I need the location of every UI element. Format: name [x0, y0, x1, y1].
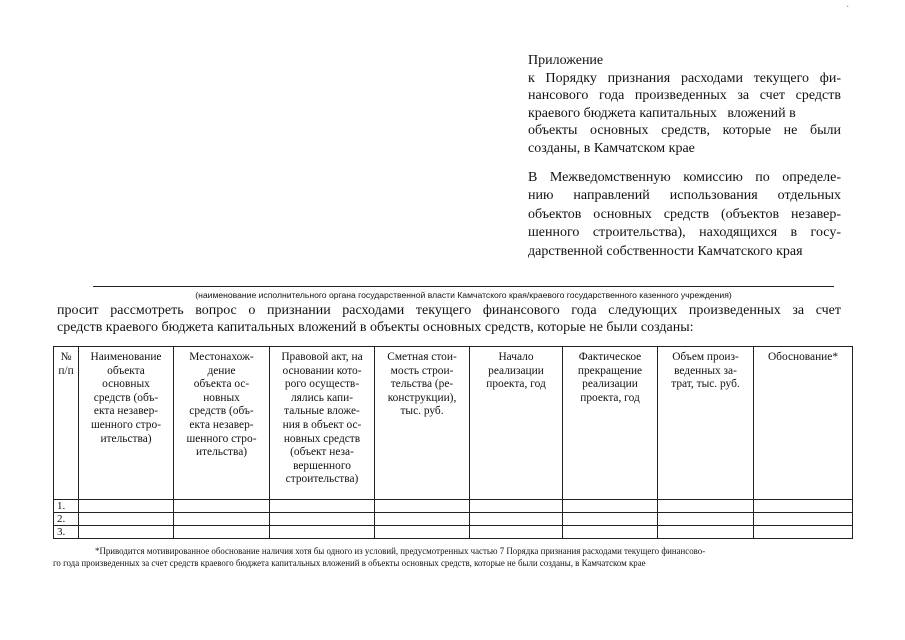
table-cell: [375, 500, 470, 513]
table-cell: [754, 513, 853, 526]
appendix-line: нансового года произведенных за счет средств: [528, 88, 841, 104]
header-cell-estimated-cost: Сметная стои- мость строи- тельства (ре- конструкции), тыс. руб.: [375, 347, 470, 500]
header-cell-legal-act: Правовой акт, на основании кото- рого осуществ- лялись капи- тальные вложе- ния в объект ос- новных средств (объект неза- вершенного строительства): [270, 347, 375, 500]
table-cell: [174, 500, 270, 513]
table-cell: [174, 526, 270, 539]
addressee-line: шенного строительства), находящихся в госу-: [528, 225, 841, 241]
table-cell: [754, 526, 853, 539]
table-cell: [563, 513, 658, 526]
addressee-line: объектов основных средств (объектов незавер-: [528, 206, 841, 222]
header-cell-costs-volume: Объем произ- веденных за- трат, тыс. руб.: [658, 347, 754, 500]
row-number-cell: 3.: [54, 526, 79, 539]
table-cell: [270, 500, 375, 513]
appendix-block: [528, 52, 841, 158]
page-mark: ·: [846, 2, 850, 13]
table-cell: [658, 500, 754, 513]
header-cell-stop-year: Фактическое прекращение реализации проекта, год: [563, 347, 658, 500]
table-row: [54, 526, 853, 539]
request-line: средств краевого бюджета капитальных вложений в объекты основных средств, которые не были созданы:: [57, 320, 694, 335]
table-cell: [470, 500, 563, 513]
table-cell: [270, 513, 375, 526]
signature-caption: (наименование исполнительного органа государственной власти Камчатского края/краевого государственного казенного учреждения): [195, 290, 732, 300]
footnote-line: го года произведенных за счет средств краевого бюджета капитальных вложений в объекты основных средств, которые не были созданы, в Камчатском крае: [53, 558, 646, 568]
addressee-block: [528, 169, 841, 261]
header-cell-number: № п/п: [54, 347, 79, 500]
table-cell: [658, 513, 754, 526]
table-cell: [270, 526, 375, 539]
table-cell: [375, 513, 470, 526]
table-cell: [470, 526, 563, 539]
table-row: [54, 500, 853, 513]
request-line: просит рассмотреть вопрос о признании расходами текущего финансового года следующих произведенных за счет: [57, 303, 841, 318]
table-cell: [174, 513, 270, 526]
footnote-line: *Приводится мотивированное обоснование наличия хотя бы одного из условий, предусмотренных частью 7 Порядка признания расходами текущего финансово-: [95, 546, 706, 556]
table-cell: [563, 500, 658, 513]
header-cell-start-year: Начало реализации проекта, год: [470, 347, 563, 500]
table-cell: [658, 526, 754, 539]
appendix-line: к Порядку признания расходами текущего фи-: [528, 70, 841, 86]
appendix-line: краевого бюджета капитальных вложений в: [528, 105, 796, 121]
header-cell-location: Местонахож- дение объекта ос- новных средств (объ- екта незавер- шенного стро- ительства): [174, 347, 270, 500]
header-cell-justification: Обоснование*: [754, 347, 853, 500]
table-cell: [79, 513, 174, 526]
addressee-line: В Межведомственную комиссию по определе-: [528, 170, 841, 185]
row-number-cell: 2.: [54, 513, 79, 526]
table-row: [54, 513, 853, 526]
footnote: [53, 545, 852, 569]
request-text: [57, 302, 841, 336]
appendix-line: объекты основных средств, которые не были: [528, 123, 841, 139]
table-cell: [563, 526, 658, 539]
table-cell: [79, 500, 174, 513]
table-header-row: [54, 347, 853, 500]
addressee-line: дарственной собственности Камчатского края: [528, 243, 803, 259]
addressee-line: нию направлений использования отдельных: [528, 188, 841, 204]
appendix-title: Приложение: [528, 53, 604, 68]
table-cell: [754, 500, 853, 513]
header-cell-object-name: Наименование объекта основных средств (объ- екта незавер- шенного стро- ительства): [79, 347, 174, 500]
table-cell: [375, 526, 470, 539]
table-cell: [470, 513, 563, 526]
row-number-cell: 1.: [54, 500, 79, 513]
table-cell: [79, 526, 174, 539]
projects-table: [53, 346, 853, 539]
appendix-line: созданы, в Камчатском крае: [528, 140, 695, 156]
signature-rule: [93, 286, 834, 287]
